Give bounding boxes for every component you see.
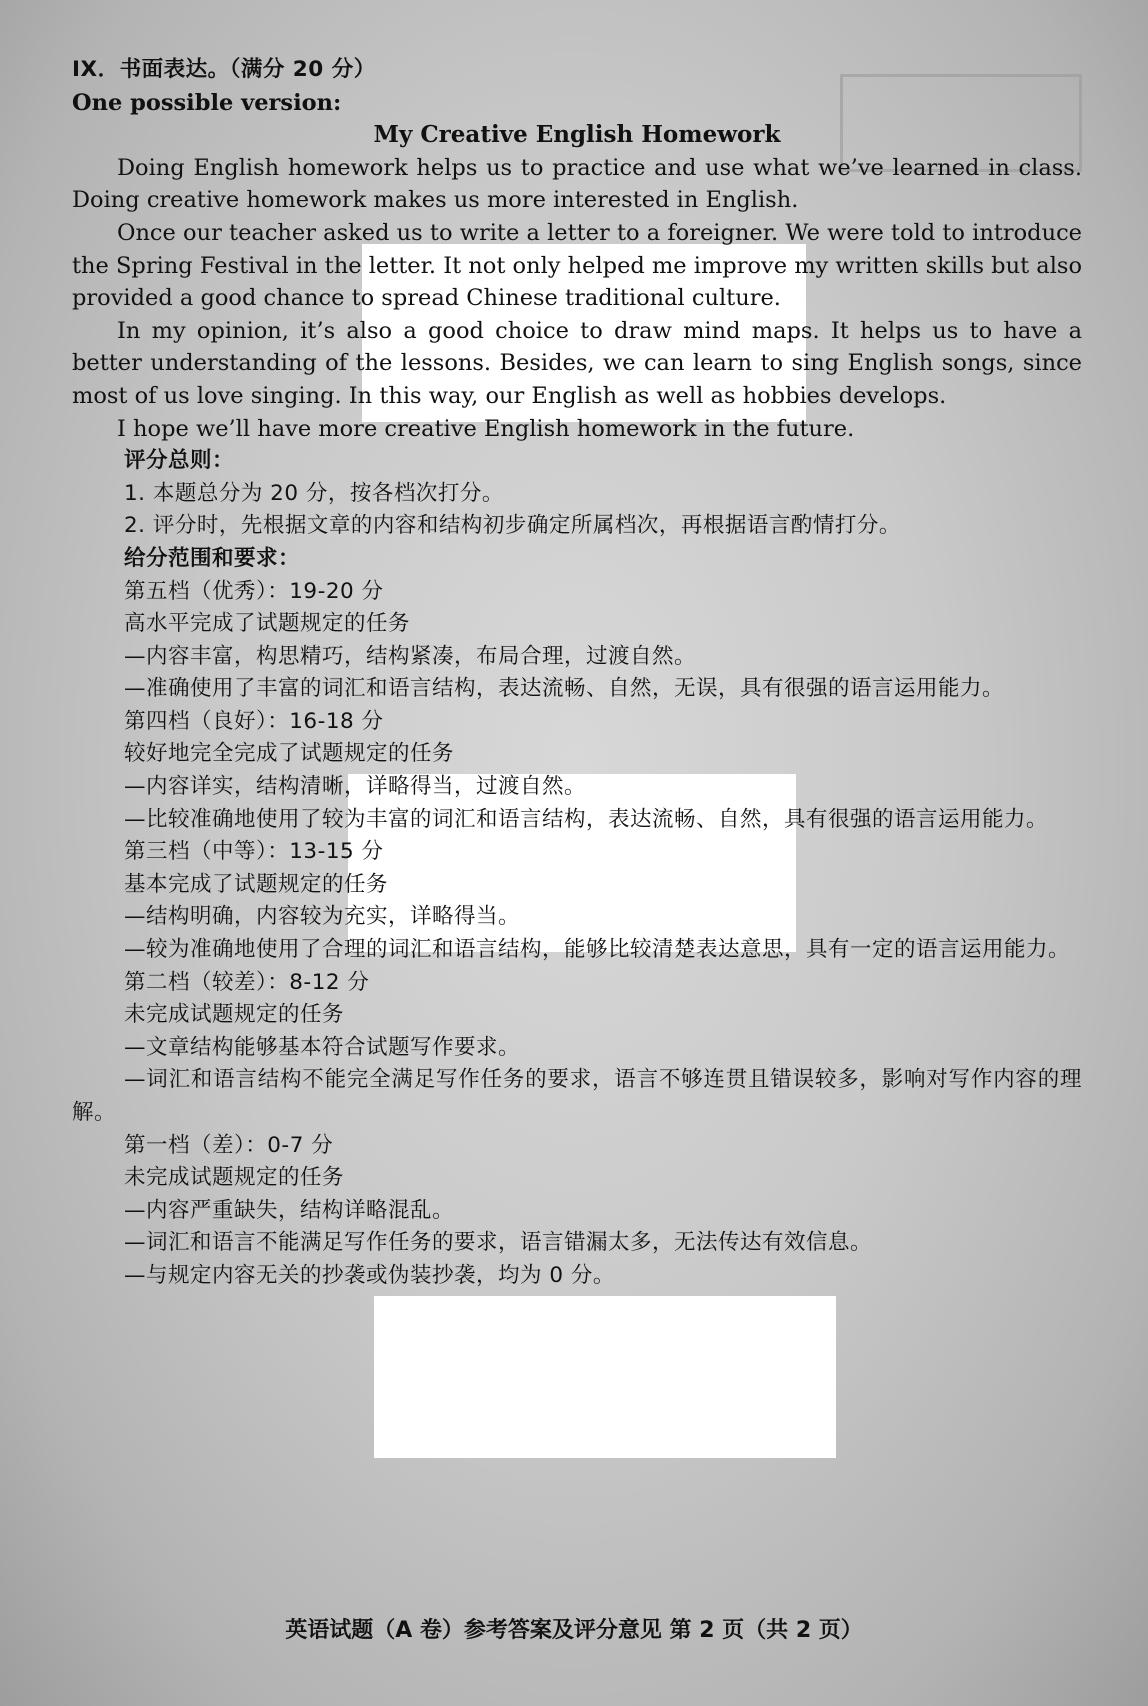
essay-paragraph: Once our teacher asked us to write a letter to a foreigner. We were told to introduce the Spring Festival in the letter. It not only helped me improve my written skills but also provided a good chance to spread Chinese traditional culture. <box>72 219 1082 312</box>
section-title: IX．书面表达。（满分 20 分） <box>72 57 376 82</box>
level-summary: 未完成试题规定的任务 <box>124 1002 345 1028</box>
level-label: 第二档（较差）：8-12 分 <box>124 969 370 995</box>
level-point: —文章结构能够基本符合试题写作要求。 <box>124 1034 521 1060</box>
level-point: —结构明确，内容较为充实，详略得当。 <box>124 904 521 930</box>
level-label: 第四档（良好）：16-18 分 <box>124 708 384 734</box>
level-summary: 较好地完全完成了试题规定的任务 <box>124 741 455 767</box>
white-patch <box>374 1296 836 1458</box>
level-point: —准确使用了丰富的词汇和语言结构，表达流畅、自然，无误，具有很强的语言运用能力。 <box>124 676 1005 702</box>
level-point: —词汇和语言结构不能完全满足写作任务的要求，语言不够连贯且错误较多，影响对写作内容的理解。 <box>72 1067 1082 1125</box>
general-rules-heading: 评分总则： <box>124 448 235 474</box>
version-label: One possible version: <box>72 89 342 116</box>
level-label: 第五档（优秀）：19-20 分 <box>124 578 384 604</box>
level-point: —内容严重缺失，结构详略混乱。 <box>124 1197 455 1223</box>
essay-paragraph: Doing English homework helps us to practice and use what we’ve learned in class. Doing creative homework makes us more interested in English. <box>72 154 1082 214</box>
page-footer: 英语试题（A 卷）参考答案及评分意见 第 2 页（共 2 页） <box>285 1618 863 1643</box>
level-summary: 高水平完成了试题规定的任务 <box>124 611 411 637</box>
level-point: —内容详实，结构清晰，详略得当，过渡自然。 <box>124 774 587 800</box>
level-point: —比较准确地使用了较为丰富的词汇和语言结构，表达流畅、自然，具有很强的语言运用能力。 <box>124 806 1049 832</box>
level-point: —较为准确地使用了合理的词汇和语言结构，能够比较清楚表达意思，具有一定的语言运用能力。 <box>124 937 1071 963</box>
essay-title: My Creative English Homework <box>373 121 781 149</box>
level-point: —与规定内容无关的抄袭或伪装抄袭，均为 0 分。 <box>124 1262 615 1288</box>
level-label: 第三档（中等）：13-15 分 <box>124 839 384 865</box>
level-summary: 基本完成了试题规定的任务 <box>124 871 389 897</box>
level-summary: 未完成试题规定的任务 <box>124 1165 345 1191</box>
level-point: —词汇和语言不能满足写作任务的要求，语言错漏太多，无法传达有效信息。 <box>124 1230 873 1256</box>
essay-paragraph: In my opinion, it’s also a good choice to draw mind maps. It helps us to have a better understanding of the lessons. Besides, we can learn to sing English songs, since most of us love singing. In this way, our English as well as hobbies develops. <box>72 317 1082 409</box>
rule-item: 2. 评分时，先根据文章的内容和结构初步确定所属档次，再根据语言酌情打分。 <box>124 513 901 539</box>
level-label: 第一档（差）：0-7 分 <box>124 1132 334 1158</box>
range-heading: 给分范围和要求： <box>124 545 301 571</box>
rule-item: 1. 本题总分为 20 分，按各档次打分。 <box>124 480 504 506</box>
page-content <box>72 54 1082 1293</box>
level-point: —内容丰富，构思精巧，结构紧凑，布局合理，过渡自然。 <box>124 643 697 669</box>
essay-paragraph: I hope we’ll have more creative English homework in the future. <box>117 415 855 442</box>
